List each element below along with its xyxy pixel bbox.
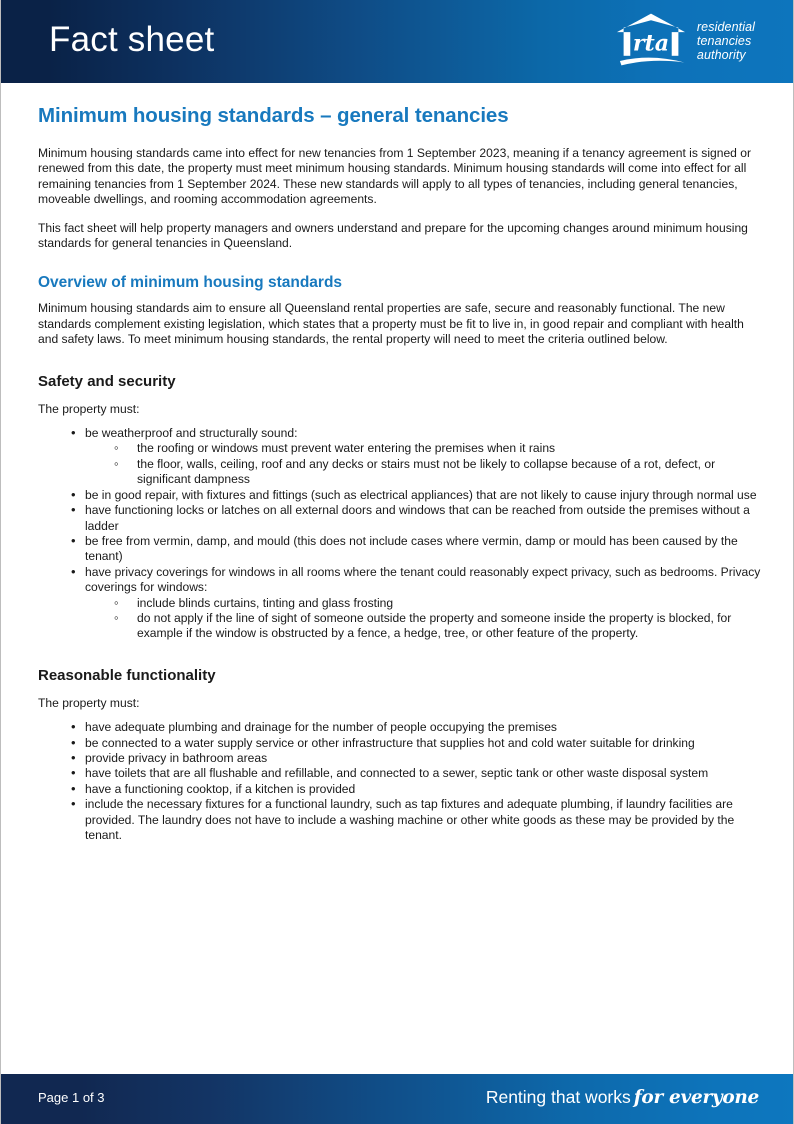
header-title: Fact sheet [49, 20, 215, 59]
tagline-script-text: for everyone [633, 1087, 759, 1108]
section-heading-overview: Overview of minimum housing standards [38, 274, 343, 292]
page-header [1, 0, 794, 83]
list-item-text: • be in good repair, with fixtures and fittings (such as electrical appliances) that are not likely to cause injury through normal use [85, 487, 757, 502]
sub-list [85, 441, 763, 487]
list-item [38, 782, 763, 797]
list-item [38, 534, 763, 565]
list-item-text: • be connected to a water supply service or other infrastructure that supplies hot and cold water suitable for drinking [85, 735, 695, 750]
list-item [38, 766, 763, 781]
sub-list-item-text: ◦ include blinds curtains, tinting and glass frosting [137, 595, 394, 610]
list-item [38, 751, 763, 766]
functionality-lead-in: The property must: [38, 695, 140, 710]
list-item-text: • be free from vermin, damp, and mould (this does not include cases where vermin, damp or mould has been caused by the tenant) [85, 533, 738, 564]
list-item [38, 503, 763, 534]
subsection-heading-safety-and-security: Safety and security [38, 372, 176, 390]
sub-list-item [85, 441, 763, 456]
list-item-text: • have functioning locks or latches on all external doors and windows that can be reached from outside the premises without a ladder [85, 503, 750, 533]
tagline-regular-text: Renting that works [485, 1087, 631, 1107]
safety-lead-in: The property must: [38, 401, 140, 416]
intro-paragraph-2: This fact sheet will help property managers and owners understand and prepare for the upcoming changes around minimum housing standards for general tenancies in Queensland. [38, 220, 748, 251]
footer-tagline [486, 1086, 759, 1109]
list-item [38, 720, 763, 735]
page-number: Page 1 of 3 [38, 1090, 105, 1105]
sub-list-item-text: ◦ the floor, walls, ceiling, roof and any decks or stairs must not be likely to collapse because of a rot, defect, or significant dampness [137, 456, 716, 487]
list-item-text: • have a functioning cooktop, if a kitchen is provided [85, 781, 356, 796]
sub-list-item [85, 596, 763, 611]
overview-paragraph: Minimum housing standards aim to ensure all Queensland rental properties are safe, secure and reasonably functional. The new standards complement existing legislation, which states that a property must be fit to live in, in good repair and compliant with health and safety laws. To meet minimum housing standards, the rental property will need to meet the criteria outlined below. [38, 301, 744, 347]
list-item [38, 488, 763, 503]
page-title: Minimum housing standards – general tenancies [38, 104, 509, 127]
list-item-text: • have toilets that are all flushable and refillable, and connected to a sewer, septic tank or other waste disposal system [85, 766, 709, 781]
list-item-text: • be weatherproof and structurally sound: [85, 426, 298, 441]
functionality-requirements-list [38, 720, 763, 843]
page-footer [1, 1074, 794, 1124]
sub-list-item-text: ◦ do not apply if the line of sight of someone outside the property and someone inside the property is blocked, for example if the window is obstructed by a fence, a hedge, tree, or other feature of the property. [137, 610, 732, 641]
list-item [38, 797, 763, 843]
list-item [38, 565, 763, 642]
svg-text:rta: rta [632, 30, 670, 57]
list-item-text: • provide privacy in bathroom areas [85, 750, 268, 765]
sub-list [85, 596, 763, 642]
list-item [38, 426, 763, 488]
rta-logo [614, 12, 755, 70]
logo-line-residential: residential [696, 19, 755, 34]
sub-list-item [85, 457, 763, 488]
rta-logo-wordmark [697, 20, 755, 63]
safety-requirements-list [38, 426, 763, 642]
list-item [38, 736, 763, 751]
logo-line-tenancies: tenancies [696, 33, 752, 48]
subsection-heading-reasonable-functionality: Reasonable functionality [38, 666, 216, 684]
sub-list-item-text: ◦ the roofing or windows must prevent water entering the premises when it rains [137, 441, 556, 456]
list-item-text: • have adequate plumbing and drainage for the number of people occupying the premises [85, 720, 557, 735]
document-content [38, 104, 763, 843]
rta-house-logo-icon [614, 12, 688, 70]
sub-list-item [85, 611, 763, 642]
logo-line-authority: authority [696, 48, 746, 63]
list-item-text: • have privacy coverings for windows in all rooms where the tenant could reasonably expect privacy, such as bedrooms. Privacy coverings for windows: [85, 564, 761, 595]
list-item-text: • include the necessary fixtures for a functional laundry, such as tap fixtures and adequate plumbing, if laundry facilities are provided. The laundry does not have to include a washing machine or other white goods as these may be provided by the tenant. [85, 797, 735, 842]
intro-paragraph-1: Minimum housing standards came into effect for new tenancies from 1 September 2023, meaning if a tenancy agreement is signed or renewed from this date, the property must meet minimum housing standards. Minimum housing standards will come into effect for all remaining tenancies from 1 September 2024. These new standards will apply to all types of tenancies, including general tenancies, moveable dwellings, and rooming accommodation agreements. [38, 146, 752, 207]
